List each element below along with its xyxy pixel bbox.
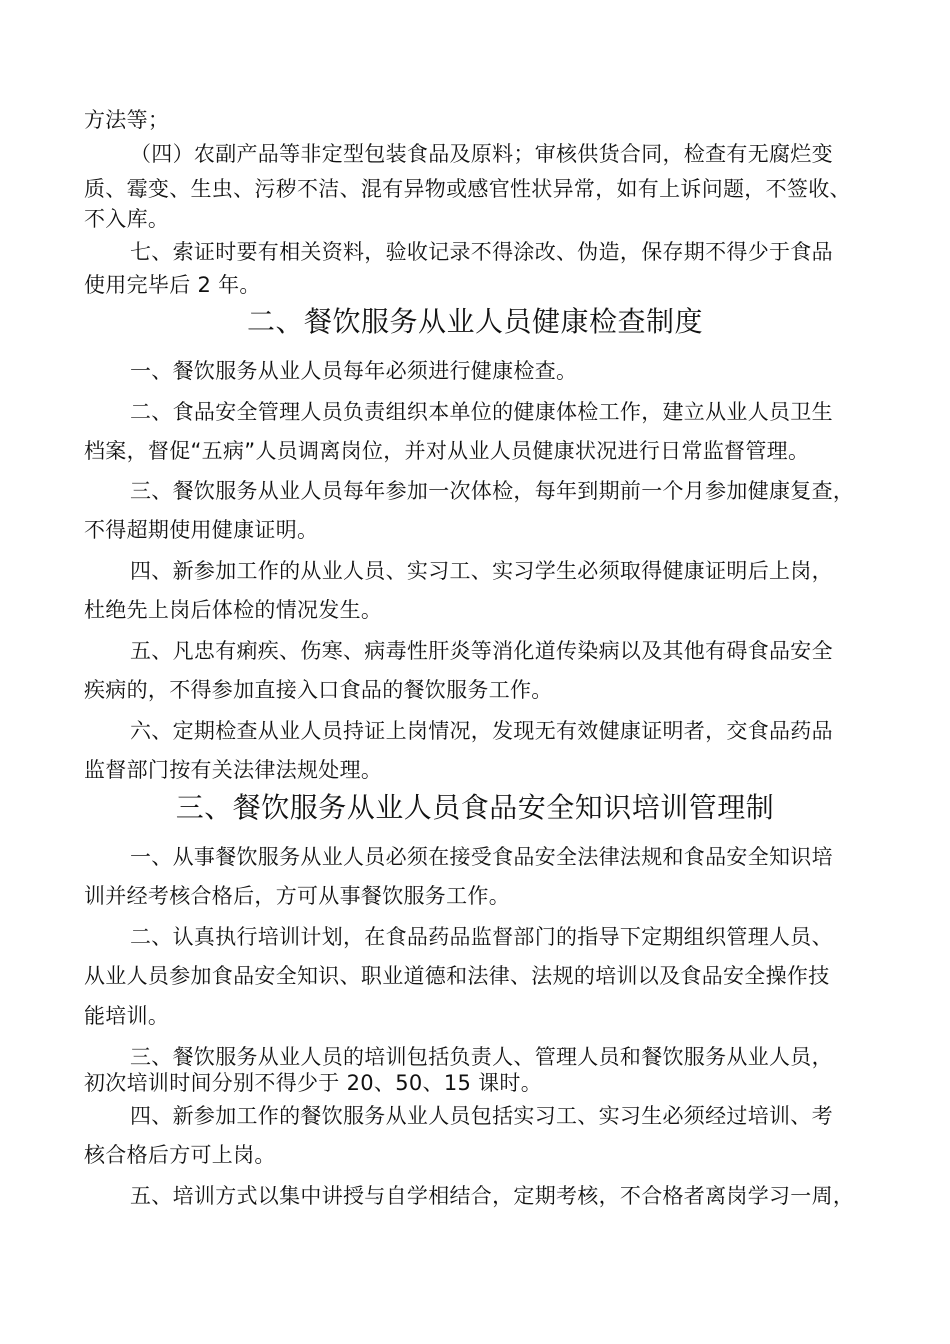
text-line: 从业人员参加食品安全知识、职业道德和法律、法规的培训以及食品安全操作技: [84, 964, 830, 988]
text-line: 方法等；: [84, 108, 170, 132]
text-line: 七、索证时要有相关资料，验收记录不得涂改、伪造，保存期不得少于食品: [130, 240, 833, 264]
text-line: 一、餐饮服务从业人员每年必须进行健康检查。: [130, 359, 578, 383]
text-line: 六、定期检查从业人员持证上岗情况，发现无有效健康证明者，交食品药品: [130, 719, 833, 743]
text-line: 监督部门按有关法律法规处理。: [84, 758, 383, 782]
text-line: 核合格后方可上岗。: [84, 1143, 276, 1167]
text-line: 初次培训时间分别不得少于 20、50、15 课时。: [84, 1071, 543, 1095]
text-line: 训并经考核合格后，方可从事餐饮服务工作。: [84, 884, 510, 908]
text-line: 二、认真执行培训计划，在食品药品监督部门的指导下定期组织管理人员、: [130, 925, 833, 949]
text-line: 五、培训方式以集中讲授与自学相结合，定期考核，不合格者离岗学习一周，: [130, 1184, 855, 1208]
text-line: 四、新参加工作的从业人员、实习工、实习学生必须取得健康证明后上岗，: [130, 559, 833, 583]
text-line: （四）农副产品等非定型包装食品及原料；审核供货合同，检查有无腐烂变: [130, 142, 833, 166]
text-line: 二、食品安全管理人员负责组织本单位的健康体检工作，建立从业人员卫生: [130, 400, 833, 424]
text-line: 四、新参加工作的餐饮服务从业人员包括实习工、实习生必须经过培训、考: [130, 1104, 833, 1128]
section-heading: 三、餐饮服务从业人员食品安全知识培训管理制: [175, 791, 775, 824]
text-line: 使用完毕后 2 年。: [84, 273, 261, 297]
text-line: 三、餐饮服务从业人员的培训包括负责人、管理人员和餐饮服务从业人员，: [130, 1045, 833, 1069]
text-line: 一、从事餐饮服务从业人员必须在接受食品安全法律法规和食品安全知识培: [130, 845, 833, 869]
text-line: 疾病的，不得参加直接入口食品的餐饮服务工作。: [84, 678, 553, 702]
text-line: 质、霉变、生虫、污秽不洁、混有异物或感官性状异常，如有上诉问题，不签收、: [84, 177, 851, 201]
text-line: 档案，督促“五病”人员调离岗位，并对从业人员健康状况进行日常监督管理。: [84, 439, 810, 463]
text-line: 三、餐饮服务从业人员每年参加一次体检，每年到期前一个月参加健康复查，: [130, 479, 855, 503]
text-line: 不入库。: [84, 207, 170, 231]
text-line: 五、凡忠有痢疾、伤寒、病毒性肝炎等消化道传染病以及其他有碍食品安全: [130, 639, 833, 663]
text-line: 不得超期使用健康证明。: [84, 518, 319, 542]
section-heading: 二、餐饮服务从业人员健康检查制度: [246, 305, 703, 338]
text-line: 杜绝先上岗后体检的情况发生。: [84, 598, 383, 622]
text-line: 能培训。: [84, 1004, 170, 1028]
